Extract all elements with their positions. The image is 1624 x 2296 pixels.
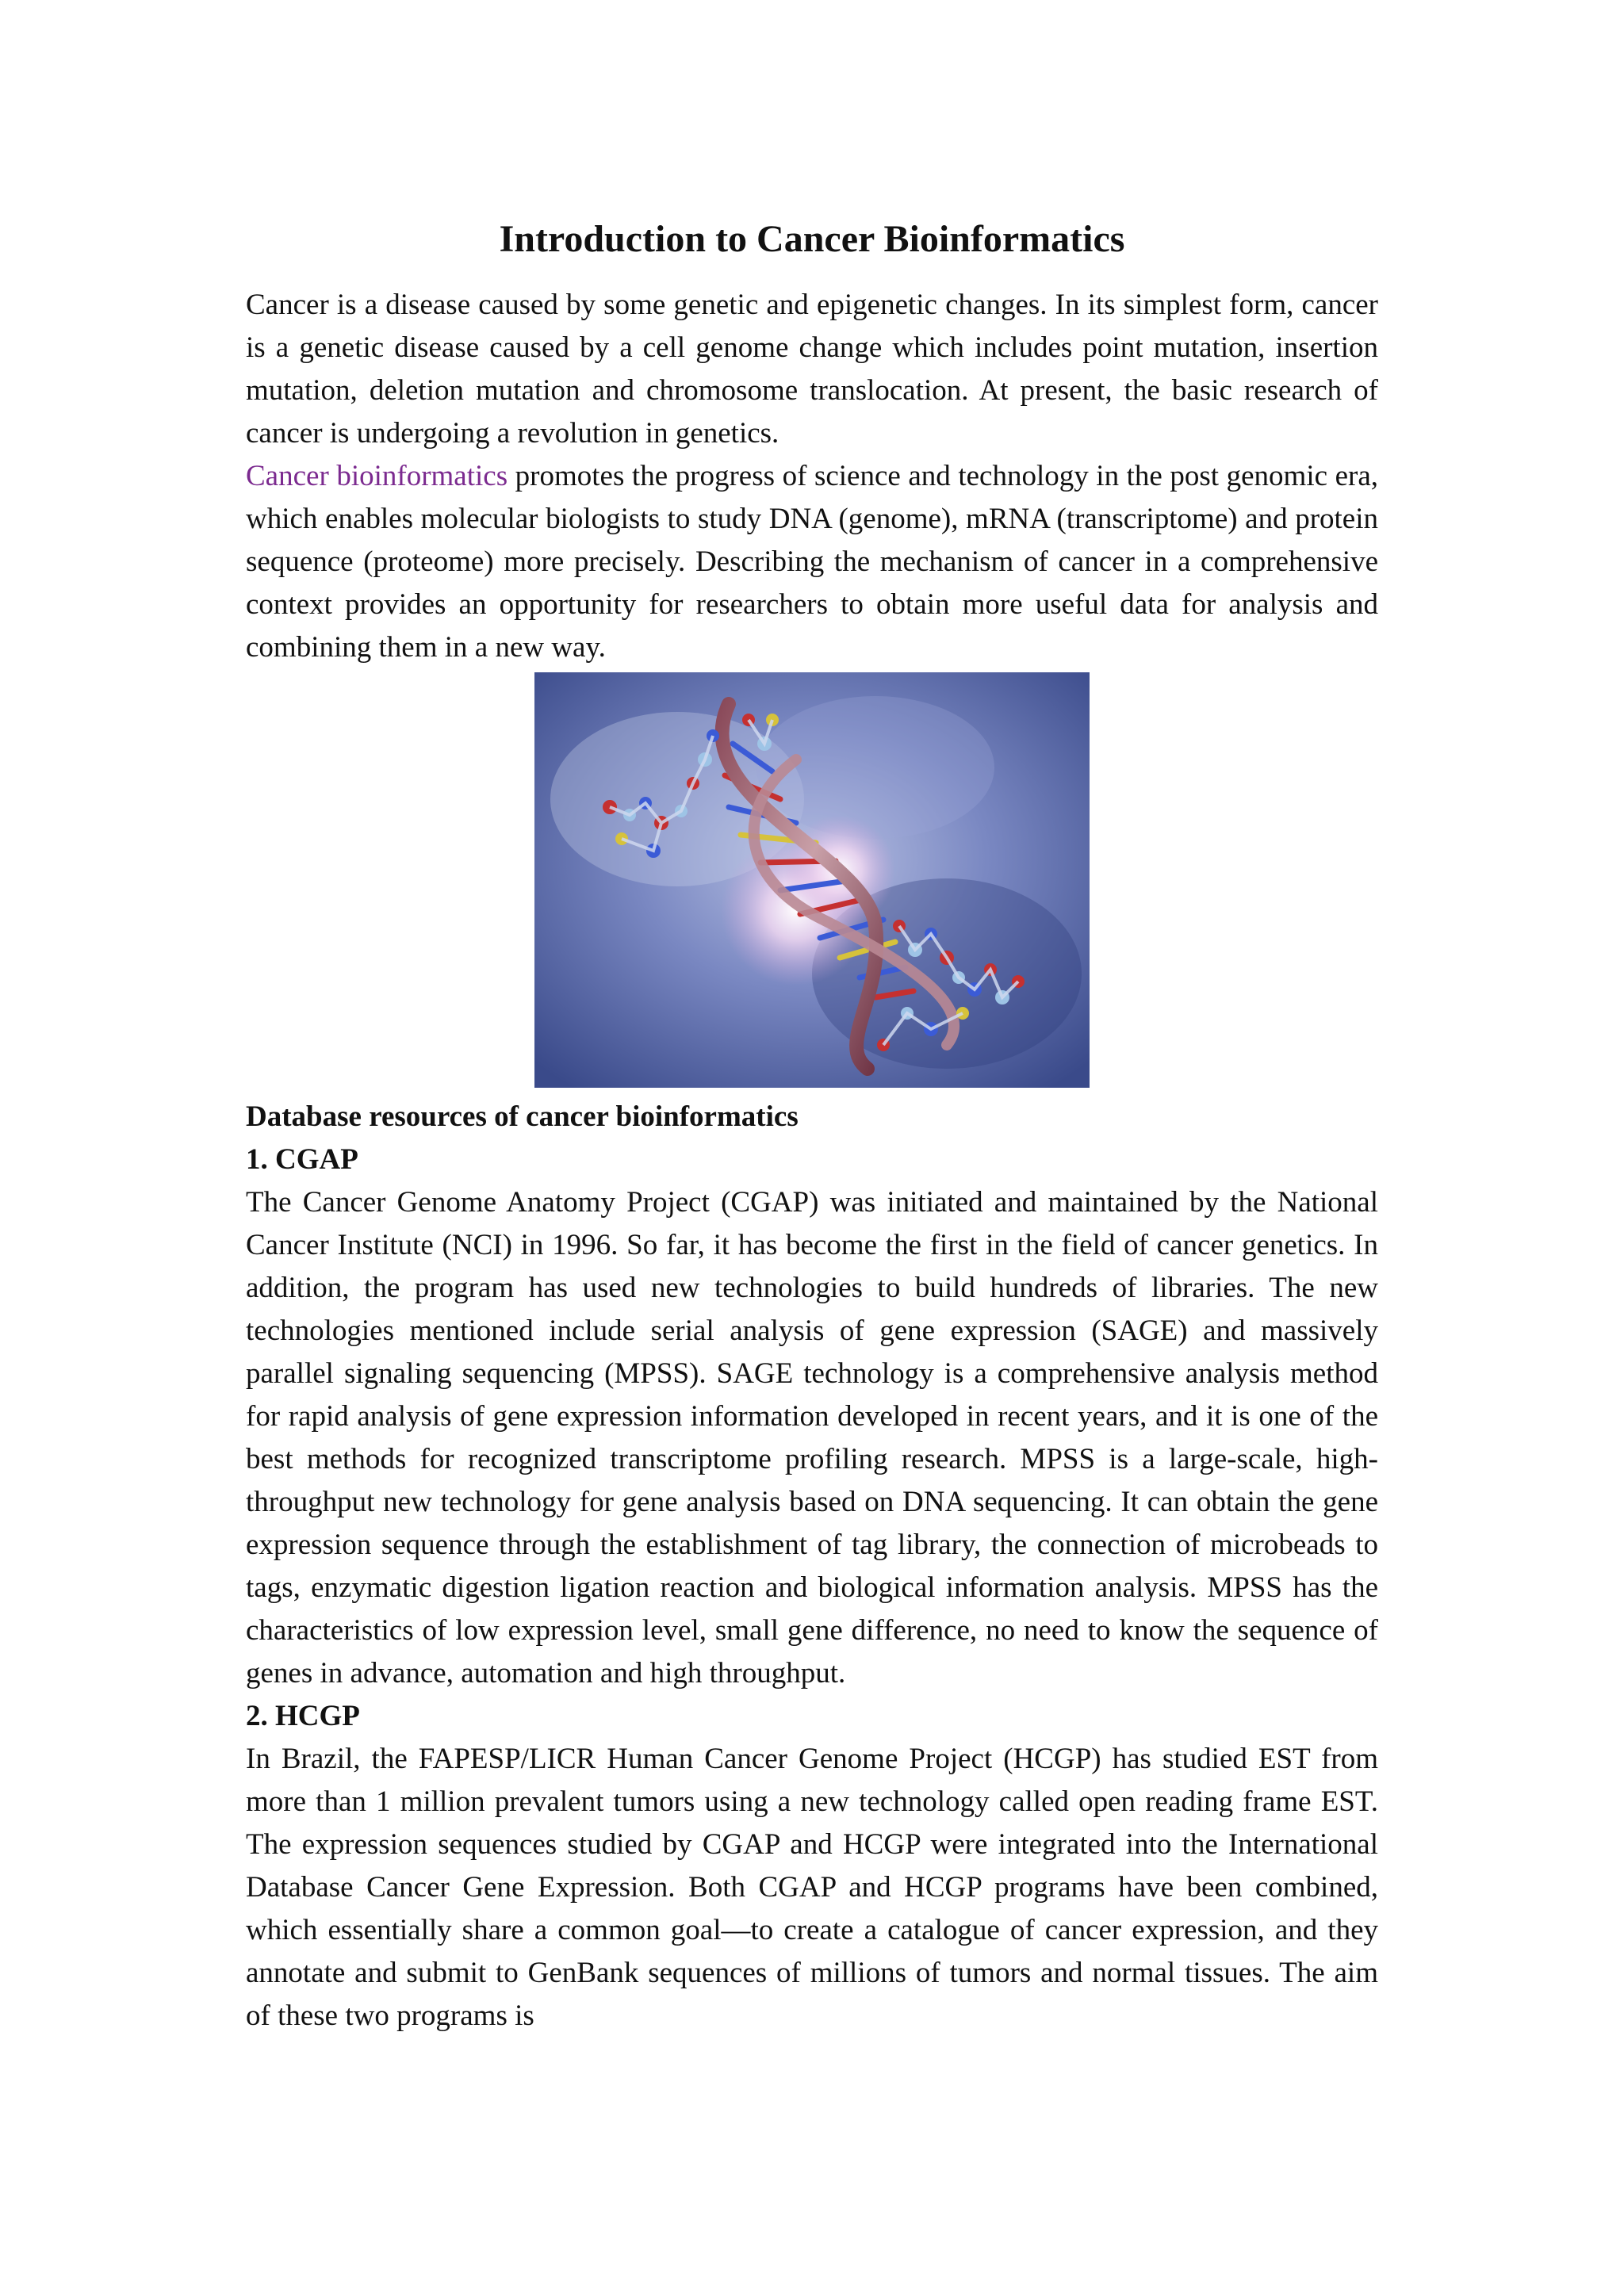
intro-paragraph-2 (246, 455, 1378, 669)
section-heading: Database resources of cancer bioinformatics (246, 1100, 799, 1133)
document-content (246, 208, 1378, 2038)
cancer-bioinformatics-link[interactable]: Cancer bioinformatics (246, 460, 508, 492)
hcgp-paragraph: In Brazil, the FAPESP/LICR Human Cancer Genome Project (HCGP) has studied EST from more than 1 million prevalent tumors using a new technology called open reading frame EST. The expression sequences studied by CGAP and HCGP were integrated into the International Database Cancer Gene Expression. Both CGAP and HCGP programs have been combined, which essentially share a common goal—to create a catalogue of cancer expression, and they annotate and submit to GenBank sequences of millions of tumors and normal tissues. The aim of these two programs is (246, 1743, 1378, 2032)
hcgp-heading: 2. HCGP (246, 1700, 360, 1732)
cgap-paragraph: The Cancer Genome Anatomy Project (CGAP) was initiated and maintained by the National Cancer Institute (NCI) in 1996. So far, it has become the first in the field of cancer genetics. In addition, the program has used new technologies to build hundreds of libraries. The new technologies mentioned include serial analysis of gene expression (SAGE) and massively parallel signaling sequencing (MPSS). SAGE technology is a comprehensive analysis method for rapid analysis of gene expression information developed in recent years, and it is one of the best methods for recognized transcriptome profiling research. MPSS is a large-scale, high-throughput new technology for gene analysis based on DNA sequencing. It can obtain the gene expression sequence through the establishment of tag library, the connection of microbeads to tags, enzymatic digestion ligation reaction and biological information analysis. MPSS has the characteristics of low expression level, small gene difference, no need to know the sequence of genes in advance, automation and high throughput. (246, 1186, 1378, 1689)
cgap-heading: 1. CGAP (246, 1143, 358, 1176)
intro-paragraph-1: Cancer is a disease caused by some genetic and epigenetic changes. In its simplest form, cancer is a genetic disease caused by a cell genome change which includes point mutation, insertion mutation, deletion mutation and chromosome translocation. At present, the basic research of cancer is undergoing a revolution in genetics. (246, 289, 1378, 450)
intro-paragraph-2-text: promotes the progress of science and technology in the post genomic era, which enables molecular biologists to study DNA (genome), mRNA (transcriptome) and protein sequence (proteome) more precisely. Describing the mechanism of cancer in a comprehensive context provides an opportunity for researchers to obtain more useful data for analysis and combining them in a new way. (246, 460, 1378, 664)
dna-double-helix-image (534, 672, 1090, 1088)
document-title: Introduction to Cancer Bioinformatics (499, 218, 1125, 260)
